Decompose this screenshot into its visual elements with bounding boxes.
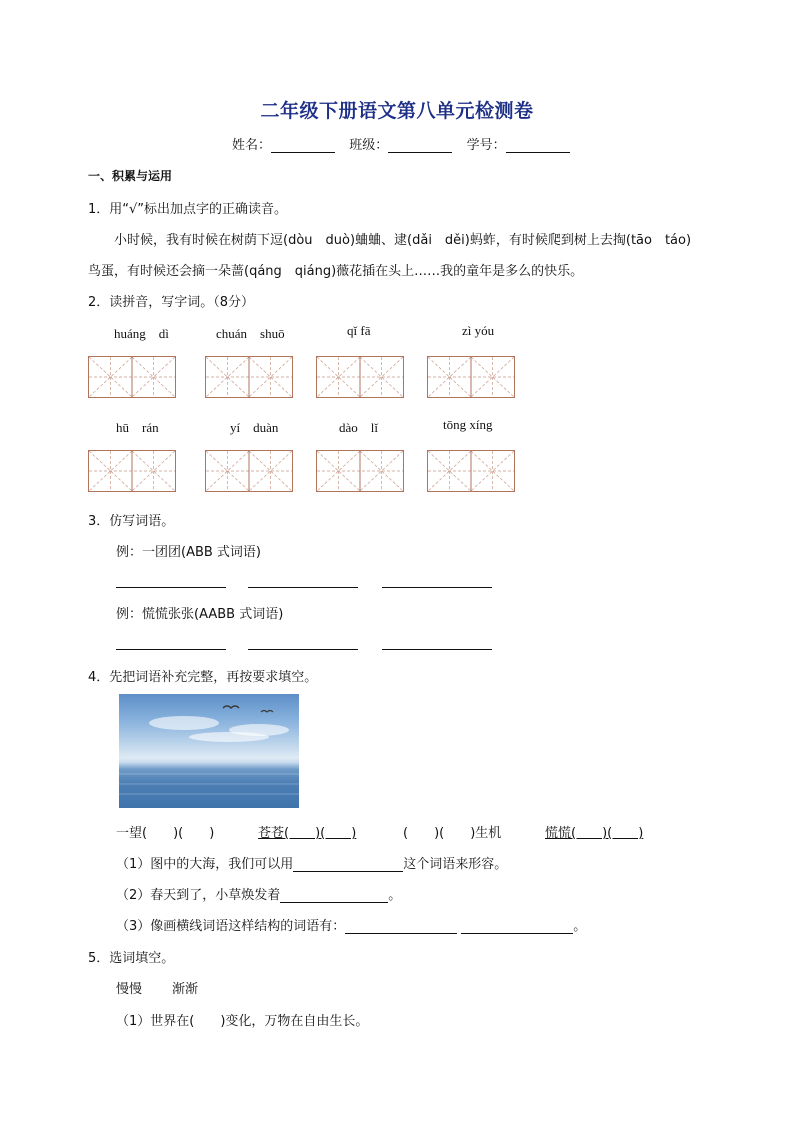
- q4-sub2-text: （2）春天到了，小草焕发着: [116, 888, 281, 903]
- pinyin-label: dào lǐ: [339, 420, 378, 435]
- idiom-fill-4[interactable]: [545, 822, 643, 841]
- answer-line[interactable]: [248, 649, 358, 650]
- answer-blank[interactable]: [345, 919, 457, 934]
- pinyin-label: chuán shuō: [216, 326, 285, 341]
- q4-sub3-tail: 。: [573, 919, 587, 934]
- page-title: 二年级下册语文第八单元检测卷: [260, 100, 534, 122]
- idiom-fill-3[interactable]: ( )( )生机: [403, 826, 502, 841]
- q3-example2: 例：慌慌张张(AABB 式词语): [116, 607, 284, 622]
- pinyin-label: huáng dì: [114, 326, 169, 341]
- idiom-fill-2[interactable]: [258, 822, 356, 841]
- answer-line[interactable]: [116, 649, 226, 650]
- q4-sub1-text: （1）图中的大海，我们可以用: [116, 857, 294, 872]
- q4-sub3: [116, 915, 586, 934]
- q1-stem: 1．用“√”标出加点字的正确读音。: [88, 202, 288, 217]
- q4-sub2: [116, 884, 401, 903]
- pinyin-label: tōng xíng: [443, 417, 493, 432]
- pinyin-label: yí duàn: [230, 420, 279, 435]
- answer-blank[interactable]: [461, 919, 573, 934]
- tianzige-box[interactable]: [88, 356, 176, 398]
- tianzige-box[interactable]: [205, 450, 293, 492]
- q4-sub1-tail: 这个词语来形容。: [403, 857, 508, 872]
- answer-blank[interactable]: [293, 857, 403, 872]
- q3-example1: 例：一团团(ABB 式词语): [116, 545, 262, 560]
- tianzige-box[interactable]: [205, 356, 293, 398]
- answer-line[interactable]: [382, 649, 492, 650]
- q3-stem: 3．仿写词语。: [88, 514, 175, 529]
- q4-sub3-text: （3）像画横线词语这样结构的词语有：: [116, 919, 346, 934]
- q1-passage-line1: 小时候，我有时候在树荫下逗(dòu duò)蛐蛐、逮(dǎi děi)蚂蚱，有时候爬到树上去掏(tāo táo): [114, 233, 692, 248]
- number-label: 学号：: [466, 138, 506, 153]
- underlined-word: 慌慌( )( ): [545, 826, 644, 841]
- q4-sub1: [116, 853, 507, 872]
- tianzige-box[interactable]: [316, 356, 404, 398]
- class-blank[interactable]: [388, 138, 452, 153]
- seagull-icon: [119, 694, 299, 808]
- idiom-fill-1[interactable]: 一望( )( ): [116, 826, 215, 841]
- tianzige-box[interactable]: [427, 450, 515, 492]
- answer-line[interactable]: [248, 587, 358, 588]
- class-label: 班级：: [349, 138, 389, 153]
- student-info: [232, 134, 570, 153]
- answer-blank[interactable]: [280, 888, 388, 903]
- q5-option-2: 渐渐: [172, 982, 199, 997]
- underlined-word: 苍苍( )( ): [258, 826, 357, 841]
- q4-sub2-tail: 。: [388, 888, 402, 903]
- q5-option-1: 慢慢: [116, 982, 143, 997]
- pinyin-label: hū rán: [116, 420, 159, 435]
- answer-line[interactable]: [116, 587, 226, 588]
- number-blank[interactable]: [506, 138, 570, 153]
- q4-stem: 4．先把词语补充完整，再按要求填空。: [88, 670, 318, 685]
- q2-stem: 2．读拼音，写字词。（8分）: [88, 295, 255, 310]
- section-heading: 一、积累与运用: [88, 169, 173, 183]
- q5-stem: 5．选词填空。: [88, 951, 175, 966]
- pinyin-label: zì yóu: [462, 323, 495, 338]
- name-blank[interactable]: [271, 138, 335, 153]
- sea-with-gulls-image: [119, 694, 299, 808]
- tianzige-box[interactable]: [427, 356, 515, 398]
- tianzige-box[interactable]: [316, 450, 404, 492]
- pinyin-label: qǐ fā: [347, 323, 371, 338]
- q1-passage-line2: 鸟蛋，有时候还会摘一朵蔷(qáng qiáng)薇花插在头上……我的童年是多么的快乐。: [88, 264, 584, 279]
- name-label: 姓名：: [232, 138, 272, 153]
- answer-line[interactable]: [382, 587, 492, 588]
- q5-sub1[interactable]: （1）世界在( )变化，万物在自由生长。: [116, 1014, 369, 1029]
- tianzige-box[interactable]: [88, 450, 176, 492]
